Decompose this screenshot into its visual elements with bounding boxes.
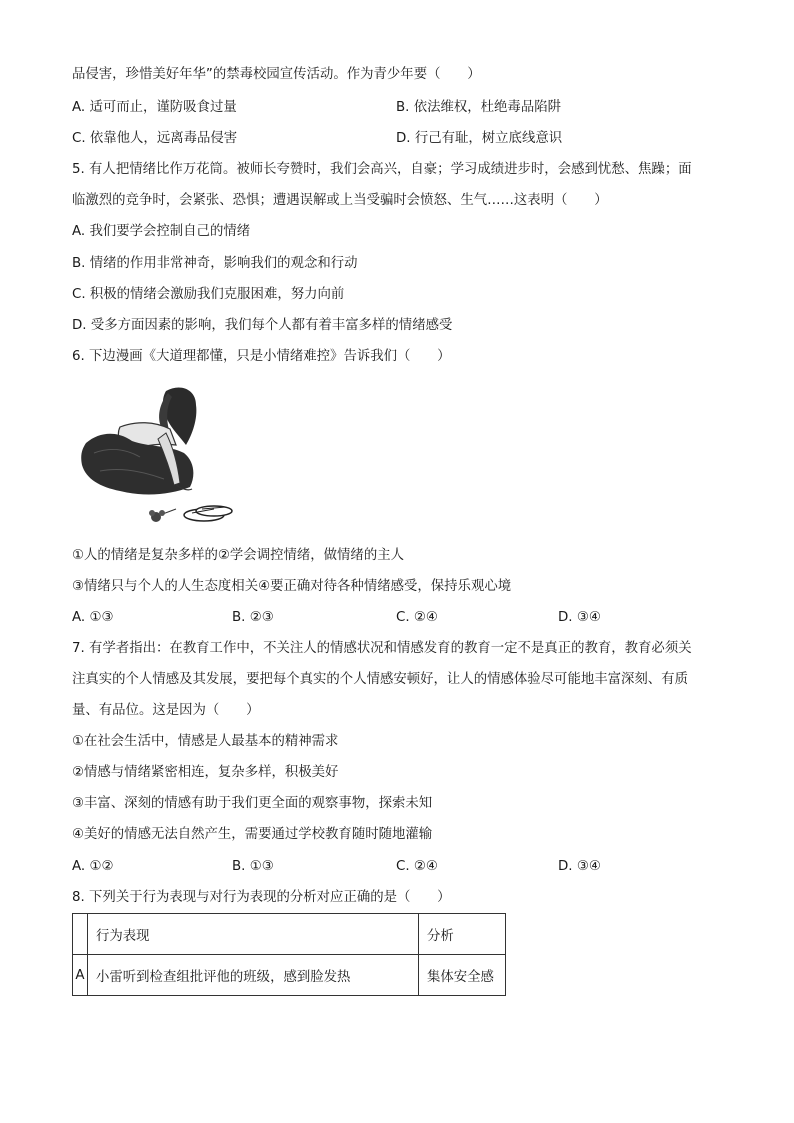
- q7-statement-3: ③丰富、深刻的情感有助于我们更全面的观察事物，探索未知: [72, 796, 433, 811]
- q4-option-a[interactable]: A. 适可而止，谨防吸食过量: [72, 100, 237, 115]
- question-7-stem-line-1: 7. 有学者指出：在教育工作中，不关注人的情感状况和情感发育的教育一定不是真正的教育，教育必须关: [72, 641, 692, 656]
- q6-statements-1-2: ①人的情绪是复杂多样的②学会调控情绪，做情绪的主人: [72, 548, 404, 563]
- question-8-stem: 8. 下列关于行为表现与对行为表现的分析对应正确的是（ ）: [72, 890, 451, 905]
- q7-statement-1: ①在社会生活中，情感是人最基本的精神需求: [72, 734, 339, 749]
- q5-option-b[interactable]: B. 情绪的作用非常神奇，影响我们的观念和行动: [72, 256, 358, 271]
- q5-option-a[interactable]: A. 我们要学会控制自己的情绪: [72, 224, 251, 239]
- q6-option-a[interactable]: A. ①③: [72, 610, 114, 625]
- cartoon-girl-crouching-image: [80, 383, 240, 529]
- q6-option-b[interactable]: B. ②③: [232, 610, 274, 625]
- q5-option-c[interactable]: C. 积极的情绪会激励我们克服困难，努力向前: [72, 287, 345, 302]
- table-header-cell: [73, 914, 88, 955]
- q6-statements-3-4: ③情绪只与个人的人生态度相关④要正确对待各种情绪感受，保持乐观心境: [72, 579, 512, 594]
- question-7-stem-line-3: 量、有品位。这是因为（ ）: [72, 703, 260, 718]
- question-6-stem: 6. 下边漫画《大道理都懂，只是小情绪难控》告诉我们（ ）: [72, 349, 451, 364]
- table-header-cell: 分析: [419, 914, 506, 955]
- table-cell: 小雷听到检查组批评他的班级，感到脸发热: [88, 955, 419, 996]
- q5-option-d[interactable]: D. 受多方面因素的影响，我们每个人都有着丰富多样的情绪感受: [72, 318, 453, 333]
- q7-option-d[interactable]: D. ③④: [558, 859, 601, 874]
- q7-statement-4: ④美好的情感无法自然产生，需要通过学校教育随时随地灌输: [72, 827, 433, 842]
- table-header-cell: 行为表现: [88, 914, 419, 955]
- q6-option-d[interactable]: D. ③④: [558, 610, 601, 625]
- q6-option-c[interactable]: C. ②④: [396, 610, 438, 625]
- table-header-row: [73, 914, 506, 955]
- question-5-stem-line-2: 临激烈的竞争时，会紧张、恐惧；遭遇误解或上当受骗时会愤怒、生气……这表明（ ）: [72, 193, 608, 208]
- table-cell: A: [73, 955, 88, 996]
- q7-option-b[interactable]: B. ①③: [232, 859, 274, 874]
- q7-option-a[interactable]: A. ①②: [72, 859, 114, 874]
- question-5-stem-line-1: 5. 有人把情绪比作万花筒。被师长夸赞时，我们会高兴，自豪；学习成绩进步时，会感到忧愁、焦躁；面: [72, 162, 692, 177]
- table-cell: 集体安全感: [419, 955, 506, 996]
- q4-option-d[interactable]: D. 行己有耻，树立底线意识: [396, 131, 563, 146]
- q7-option-c[interactable]: C. ②④: [396, 859, 438, 874]
- q4-option-b[interactable]: B. 依法维权，杜绝毒品陷阱: [396, 100, 561, 115]
- q8-behavior-analysis-table: [72, 913, 506, 996]
- question-7-stem-line-2: 注真实的个人情感及其发展，要把每个真实的个人情感安顿好，让人的情感体验尽可能地丰富深刻、有质: [72, 672, 688, 687]
- q4-option-c[interactable]: C. 依靠他人，远离毒品侵害: [72, 131, 238, 146]
- q7-statement-2: ②情感与情绪紧密相连，复杂多样，积极美好: [72, 765, 339, 780]
- question-4-stem-tail: 品侵害，珍惜美好年华”的禁毒校园宣传活动。作为青少年要（ ）: [72, 67, 481, 82]
- table-row: [73, 955, 506, 996]
